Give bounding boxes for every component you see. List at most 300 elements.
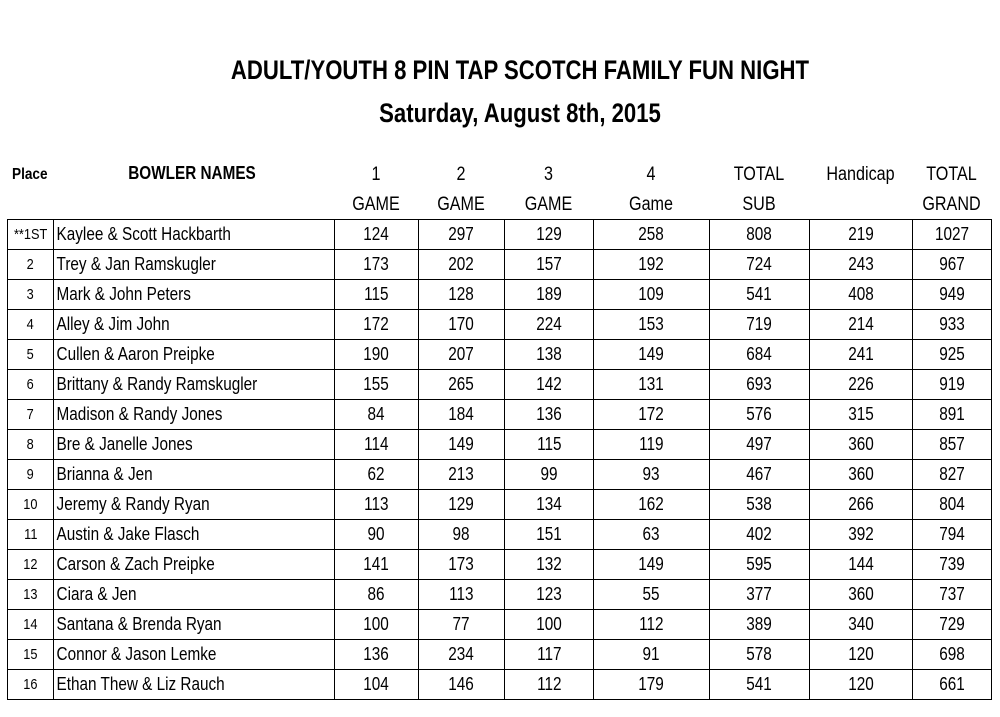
total-grand-cell bbox=[913, 490, 992, 520]
bowler-names-cell bbox=[54, 670, 335, 700]
handicap-cell bbox=[810, 610, 913, 640]
game2-score-cell-text: 146 bbox=[448, 674, 475, 694]
game1-score-cell bbox=[335, 250, 419, 280]
game3-score-cell-text: 123 bbox=[536, 584, 562, 604]
game1-score-cell-text: 100 bbox=[363, 614, 390, 634]
game1-score-cell-text: 113 bbox=[364, 494, 389, 514]
header-game1-label: GAME bbox=[352, 194, 400, 215]
total-grand-cell-text: 804 bbox=[939, 494, 965, 514]
total-grand-cell bbox=[913, 250, 992, 280]
bowler-names-cell-text: Alley & Jim John bbox=[56, 314, 170, 334]
table-row bbox=[8, 490, 992, 520]
game4-score-cell-text: 112 bbox=[639, 614, 664, 634]
total-sub-cell-text: 684 bbox=[746, 344, 773, 364]
bowler-names-cell-text: Mark & John Peters bbox=[56, 284, 191, 304]
bowler-names-cell bbox=[54, 490, 335, 520]
total-grand-cell-text: 933 bbox=[939, 314, 965, 334]
total-sub-cell bbox=[710, 280, 810, 310]
bowler-names-cell-text: Brittany & Randy Ramskugler bbox=[56, 374, 258, 394]
game4-score-cell bbox=[594, 490, 710, 520]
total-grand-cell bbox=[913, 520, 992, 550]
table-row bbox=[8, 640, 992, 670]
place-cell-text: 12 bbox=[23, 556, 38, 573]
results-rows bbox=[8, 220, 992, 700]
total-grand-cell bbox=[913, 430, 992, 460]
bowler-names-cell bbox=[54, 580, 335, 610]
handicap-cell bbox=[810, 550, 913, 580]
header-game3-label: GAME bbox=[524, 194, 573, 215]
place-cell bbox=[8, 580, 54, 610]
place-cell-text: 11 bbox=[23, 526, 38, 543]
place-cell-text: 8 bbox=[26, 436, 35, 453]
place-cell bbox=[8, 400, 54, 430]
total-sub-cell-text: 389 bbox=[746, 614, 773, 634]
header-total-grand-bottom: GRAND bbox=[922, 194, 981, 215]
total-grand-cell bbox=[913, 640, 992, 670]
game3-score-cell bbox=[505, 430, 594, 460]
game4-score-cell-text: 55 bbox=[642, 584, 661, 604]
total-grand-cell-text: 967 bbox=[939, 254, 965, 274]
game2-score-cell-text: 297 bbox=[448, 224, 475, 244]
game4-score-cell-text: 149 bbox=[638, 344, 665, 364]
handicap-cell bbox=[810, 490, 913, 520]
game1-score-cell-text: 172 bbox=[363, 314, 390, 334]
header-total-sub-bottom: SUB bbox=[742, 194, 776, 215]
game2-score-cell bbox=[419, 520, 505, 550]
header-game4-label: Game bbox=[629, 194, 673, 215]
game2-score-cell bbox=[419, 250, 505, 280]
total-grand-cell-text: 827 bbox=[939, 464, 965, 484]
total-grand-cell bbox=[913, 310, 992, 340]
game3-score-cell-text: 132 bbox=[536, 554, 562, 574]
game1-score-cell-text: 173 bbox=[363, 254, 390, 274]
handicap-cell-text: 243 bbox=[848, 254, 874, 274]
bowler-names-cell-text: Ethan Thew & Liz Rauch bbox=[56, 674, 225, 694]
game3-score-cell bbox=[505, 520, 594, 550]
game1-score-cell bbox=[335, 310, 419, 340]
game3-score-cell-text: 112 bbox=[536, 674, 562, 694]
game1-score-cell-text: 136 bbox=[363, 644, 390, 664]
handicap-cell bbox=[810, 370, 913, 400]
game2-score-cell-text: 98 bbox=[452, 524, 471, 544]
game3-score-cell bbox=[505, 220, 594, 250]
game1-score-cell-text: 141 bbox=[363, 554, 390, 574]
game1-score-cell bbox=[335, 670, 419, 700]
game3-score-cell-text: 157 bbox=[536, 254, 562, 274]
game3-score-cell bbox=[505, 670, 594, 700]
handicap-cell-text: 120 bbox=[848, 644, 874, 664]
game3-score-cell-text: 129 bbox=[536, 224, 562, 244]
game3-score-cell-text: 115 bbox=[536, 434, 562, 454]
game4-score-cell bbox=[594, 280, 710, 310]
game1-score-cell-text: 86 bbox=[367, 584, 386, 604]
table-row bbox=[8, 520, 992, 550]
header-game3-number: 3 bbox=[543, 164, 553, 185]
total-grand-cell bbox=[913, 580, 992, 610]
total-sub-cell bbox=[710, 520, 810, 550]
game3-score-cell-text: 151 bbox=[536, 524, 562, 544]
total-sub-cell bbox=[710, 580, 810, 610]
bowler-names-cell-text: Madison & Randy Jones bbox=[56, 404, 223, 424]
game3-score-cell bbox=[505, 580, 594, 610]
game2-score-cell bbox=[419, 580, 505, 610]
place-cell bbox=[8, 490, 54, 520]
total-grand-cell bbox=[913, 340, 992, 370]
game2-score-cell-text: 149 bbox=[448, 434, 475, 454]
game1-score-cell bbox=[335, 610, 419, 640]
game3-score-cell-text: 189 bbox=[536, 284, 562, 304]
total-sub-cell-text: 693 bbox=[746, 374, 773, 394]
place-cell bbox=[8, 250, 54, 280]
total-sub-cell bbox=[710, 250, 810, 280]
bowler-names-cell bbox=[54, 280, 335, 310]
total-sub-cell-text: 497 bbox=[746, 434, 773, 454]
game3-score-cell-text: 142 bbox=[536, 374, 562, 394]
game4-score-cell bbox=[594, 430, 710, 460]
total-grand-cell bbox=[913, 400, 992, 430]
place-cell bbox=[8, 460, 54, 490]
game1-score-cell bbox=[335, 490, 419, 520]
game3-score-cell-text: 100 bbox=[536, 614, 562, 634]
game1-score-cell-text: 104 bbox=[363, 674, 390, 694]
total-sub-cell-text: 541 bbox=[746, 674, 773, 694]
place-cell bbox=[8, 640, 54, 670]
total-grand-cell-text: 698 bbox=[939, 644, 965, 664]
game3-score-cell-text: 99 bbox=[540, 464, 558, 484]
game1-score-cell-text: 115 bbox=[364, 284, 389, 304]
bowler-names-cell bbox=[54, 250, 335, 280]
bowler-names-cell bbox=[54, 370, 335, 400]
game4-score-cell-text: 131 bbox=[638, 374, 665, 394]
game2-score-cell-text: 207 bbox=[448, 344, 475, 364]
bowler-names-cell bbox=[54, 520, 335, 550]
bowler-names-cell bbox=[54, 550, 335, 580]
game1-score-cell bbox=[335, 280, 419, 310]
game2-score-cell bbox=[419, 370, 505, 400]
game4-score-cell-text: 192 bbox=[638, 254, 665, 274]
game1-score-cell bbox=[335, 460, 419, 490]
place-cell bbox=[8, 310, 54, 340]
handicap-cell-text: 219 bbox=[848, 224, 874, 244]
place-cell bbox=[8, 670, 54, 700]
place-cell bbox=[8, 280, 54, 310]
total-grand-cell bbox=[913, 280, 992, 310]
bowler-names-cell bbox=[54, 400, 335, 430]
bowler-names-cell-text: Carson & Zach Preipke bbox=[56, 554, 215, 574]
handicap-cell-text: 266 bbox=[848, 494, 874, 514]
total-sub-cell-text: 541 bbox=[746, 284, 773, 304]
game4-score-cell-text: 162 bbox=[638, 494, 665, 514]
table-row bbox=[8, 670, 992, 700]
total-sub-cell bbox=[710, 400, 810, 430]
total-sub-cell bbox=[710, 640, 810, 670]
game3-score-cell bbox=[505, 490, 594, 520]
game1-score-cell bbox=[335, 550, 419, 580]
handicap-cell-text: 360 bbox=[848, 464, 874, 484]
total-sub-cell-text: 724 bbox=[746, 254, 773, 274]
game3-score-cell bbox=[505, 460, 594, 490]
game3-score-cell-text: 138 bbox=[536, 344, 562, 364]
bowler-names-cell bbox=[54, 610, 335, 640]
game4-score-cell-text: 119 bbox=[639, 434, 664, 454]
total-grand-cell bbox=[913, 670, 992, 700]
total-sub-cell bbox=[710, 310, 810, 340]
place-cell bbox=[8, 370, 54, 400]
handicap-cell bbox=[810, 640, 913, 670]
bowler-names-cell-text: Trey & Jan Ramskugler bbox=[56, 254, 216, 274]
total-grand-cell-text: 949 bbox=[939, 284, 965, 304]
game2-score-cell-text: 265 bbox=[448, 374, 475, 394]
game2-score-cell bbox=[419, 430, 505, 460]
game2-score-cell-text: 170 bbox=[448, 314, 475, 334]
place-cell-text: 5 bbox=[26, 346, 35, 363]
table-row bbox=[8, 220, 992, 250]
game2-score-cell bbox=[419, 460, 505, 490]
game4-score-cell-text: 91 bbox=[642, 644, 661, 664]
game3-score-cell-text: 134 bbox=[536, 494, 562, 514]
game1-score-cell-text: 90 bbox=[367, 524, 386, 544]
game2-score-cell-text: 173 bbox=[448, 554, 475, 574]
game2-score-cell-text: 129 bbox=[448, 494, 475, 514]
results-table bbox=[7, 219, 992, 700]
place-cell-text: 13 bbox=[23, 586, 38, 603]
game4-score-cell bbox=[594, 610, 710, 640]
handicap-cell bbox=[810, 220, 913, 250]
table-row bbox=[8, 550, 992, 580]
game3-score-cell bbox=[505, 610, 594, 640]
handicap-cell-text: 360 bbox=[848, 434, 874, 454]
bowler-names-cell-text: Jeremy & Randy Ryan bbox=[56, 494, 210, 514]
total-grand-cell bbox=[913, 610, 992, 640]
game1-score-cell-text: 190 bbox=[363, 344, 390, 364]
header-total-sub-top: TOTAL bbox=[733, 164, 785, 185]
game2-score-cell bbox=[419, 670, 505, 700]
handicap-cell-text: 340 bbox=[848, 614, 874, 634]
place-cell-text: 14 bbox=[23, 616, 38, 633]
place-cell-text: 4 bbox=[26, 316, 35, 333]
table-row bbox=[8, 310, 992, 340]
handicap-cell-text: 226 bbox=[848, 374, 874, 394]
game2-score-cell bbox=[419, 400, 505, 430]
table-row bbox=[8, 370, 992, 400]
total-sub-cell bbox=[710, 220, 810, 250]
header-game2-label: GAME bbox=[437, 194, 485, 215]
total-grand-cell bbox=[913, 220, 992, 250]
table-row bbox=[8, 580, 992, 610]
game2-score-cell-text: 213 bbox=[448, 464, 475, 484]
place-cell bbox=[8, 550, 54, 580]
place-cell-text: 3 bbox=[26, 286, 35, 303]
game3-score-cell bbox=[505, 550, 594, 580]
game4-score-cell-text: 149 bbox=[638, 554, 665, 574]
handicap-cell bbox=[810, 310, 913, 340]
bowler-names-cell-text: Santana & Brenda Ryan bbox=[56, 614, 222, 634]
handicap-cell-text: 214 bbox=[848, 314, 874, 334]
header-place: Place bbox=[12, 166, 48, 183]
handicap-cell-text: 315 bbox=[848, 404, 874, 424]
game3-score-cell-text: 224 bbox=[536, 314, 562, 334]
bowler-names-cell bbox=[54, 310, 335, 340]
game2-score-cell-text: 128 bbox=[448, 284, 475, 304]
game3-score-cell-text: 136 bbox=[536, 404, 562, 424]
handicap-cell bbox=[810, 430, 913, 460]
total-sub-cell-text: 808 bbox=[746, 224, 773, 244]
game1-score-cell bbox=[335, 430, 419, 460]
table-row bbox=[8, 460, 992, 490]
total-sub-cell-text: 576 bbox=[746, 404, 773, 424]
total-sub-cell-text: 377 bbox=[746, 584, 773, 604]
bowler-names-cell-text: Connor & Jason Lemke bbox=[56, 644, 217, 664]
game2-score-cell bbox=[419, 310, 505, 340]
game1-score-cell-text: 124 bbox=[363, 224, 390, 244]
game1-score-cell-text: 114 bbox=[364, 434, 389, 454]
bowler-names-cell bbox=[54, 460, 335, 490]
place-cell bbox=[8, 610, 54, 640]
bowler-names-cell bbox=[54, 430, 335, 460]
total-grand-cell-text: 729 bbox=[939, 614, 965, 634]
game3-score-cell bbox=[505, 280, 594, 310]
place-cell bbox=[8, 520, 54, 550]
game4-score-cell-text: 179 bbox=[638, 674, 665, 694]
total-grand-cell-text: 857 bbox=[939, 434, 965, 454]
game2-score-cell bbox=[419, 640, 505, 670]
total-grand-cell-text: 737 bbox=[939, 584, 965, 604]
handicap-cell bbox=[810, 400, 913, 430]
total-grand-cell bbox=[913, 370, 992, 400]
game1-score-cell bbox=[335, 640, 419, 670]
game4-score-cell-text: 172 bbox=[638, 404, 665, 424]
bowler-names-cell-text: Brianna & Jen bbox=[56, 464, 153, 484]
total-sub-cell bbox=[710, 490, 810, 520]
game1-score-cell bbox=[335, 220, 419, 250]
header-game2-number: 2 bbox=[456, 164, 466, 185]
place-cell-text: 2 bbox=[26, 256, 35, 273]
header-bowler-names: BOWLER NAMES bbox=[128, 163, 256, 183]
game4-score-cell bbox=[594, 220, 710, 250]
total-grand-cell-text: 1027 bbox=[934, 224, 970, 244]
header-total-grand-top: TOTAL bbox=[926, 164, 977, 185]
total-sub-cell bbox=[710, 340, 810, 370]
handicap-cell bbox=[810, 250, 913, 280]
game2-score-cell bbox=[419, 550, 505, 580]
handicap-cell-text: 144 bbox=[848, 554, 874, 574]
table-row bbox=[8, 430, 992, 460]
game2-score-cell-text: 202 bbox=[448, 254, 475, 274]
total-grand-cell-text: 891 bbox=[939, 404, 965, 424]
game1-score-cell bbox=[335, 340, 419, 370]
game1-score-cell-text: 155 bbox=[363, 374, 390, 394]
table-row bbox=[8, 340, 992, 370]
total-sub-cell bbox=[710, 460, 810, 490]
game4-score-cell-text: 63 bbox=[642, 524, 661, 544]
total-grand-cell bbox=[913, 460, 992, 490]
game2-score-cell-text: 113 bbox=[449, 584, 474, 604]
total-sub-cell bbox=[710, 610, 810, 640]
game4-score-cell-text: 93 bbox=[642, 464, 661, 484]
total-sub-cell bbox=[710, 550, 810, 580]
game4-score-cell bbox=[594, 640, 710, 670]
total-sub-cell-text: 467 bbox=[746, 464, 773, 484]
handicap-cell bbox=[810, 280, 913, 310]
bowler-names-cell-text: Kaylee & Scott Hackbarth bbox=[56, 224, 231, 244]
game4-score-cell bbox=[594, 310, 710, 340]
game2-score-cell-text: 77 bbox=[452, 614, 471, 634]
total-sub-cell-text: 719 bbox=[746, 314, 773, 334]
total-grand-cell bbox=[913, 550, 992, 580]
game4-score-cell bbox=[594, 550, 710, 580]
bowler-names-cell bbox=[54, 640, 335, 670]
game3-score-cell bbox=[505, 640, 594, 670]
place-cell bbox=[8, 430, 54, 460]
place-cell bbox=[8, 340, 54, 370]
bowler-names-cell-text: Bre & Janelle Jones bbox=[56, 434, 193, 454]
game3-score-cell bbox=[505, 310, 594, 340]
place-cell bbox=[8, 220, 54, 250]
game3-score-cell bbox=[505, 250, 594, 280]
game1-score-cell-text: 62 bbox=[367, 464, 386, 484]
game1-score-cell bbox=[335, 370, 419, 400]
bowler-names-cell-text: Austin & Jake Flasch bbox=[56, 524, 200, 544]
place-cell-text: **1ST bbox=[13, 226, 48, 243]
handicap-cell bbox=[810, 460, 913, 490]
game1-score-cell bbox=[335, 520, 419, 550]
game2-score-cell bbox=[419, 220, 505, 250]
game4-score-cell bbox=[594, 400, 710, 430]
game2-score-cell bbox=[419, 490, 505, 520]
total-sub-cell-text: 402 bbox=[746, 524, 773, 544]
bowler-names-cell bbox=[54, 220, 335, 250]
handicap-cell bbox=[810, 670, 913, 700]
game3-score-cell-text: 117 bbox=[536, 644, 562, 664]
total-sub-cell bbox=[710, 670, 810, 700]
place-cell-text: 16 bbox=[23, 676, 38, 693]
table-row bbox=[8, 250, 992, 280]
game2-score-cell bbox=[419, 610, 505, 640]
handicap-cell-text: 241 bbox=[848, 344, 874, 364]
total-grand-cell-text: 794 bbox=[939, 524, 965, 544]
handicap-cell bbox=[810, 340, 913, 370]
game3-score-cell bbox=[505, 400, 594, 430]
handicap-cell bbox=[810, 580, 913, 610]
place-cell-text: 6 bbox=[26, 376, 35, 393]
game4-score-cell bbox=[594, 250, 710, 280]
game2-score-cell-text: 184 bbox=[448, 404, 475, 424]
game2-score-cell bbox=[419, 340, 505, 370]
table-row bbox=[8, 400, 992, 430]
game3-score-cell bbox=[505, 340, 594, 370]
game4-score-cell bbox=[594, 370, 710, 400]
bowler-names-cell-text: Cullen & Aaron Preipke bbox=[56, 344, 215, 364]
game1-score-cell-text: 84 bbox=[367, 404, 386, 424]
game4-score-cell bbox=[594, 520, 710, 550]
total-grand-cell-text: 925 bbox=[939, 344, 965, 364]
handicap-cell bbox=[810, 520, 913, 550]
header-game1-number: 1 bbox=[371, 164, 381, 185]
total-sub-cell bbox=[710, 370, 810, 400]
total-sub-cell-text: 595 bbox=[746, 554, 773, 574]
game4-score-cell bbox=[594, 460, 710, 490]
place-cell-text: 7 bbox=[26, 406, 35, 423]
page-subtitle: Saturday, August 8th, 2015 bbox=[379, 98, 661, 128]
table-row bbox=[8, 610, 992, 640]
game4-score-cell bbox=[594, 670, 710, 700]
handicap-cell-text: 120 bbox=[848, 674, 874, 694]
total-sub-cell bbox=[710, 430, 810, 460]
table-row bbox=[8, 280, 992, 310]
page-title: ADULT/YOUTH 8 PIN TAP SCOTCH FAMILY FUN NIGHT bbox=[230, 55, 810, 85]
game2-score-cell-text: 234 bbox=[448, 644, 475, 664]
game4-score-cell-text: 153 bbox=[638, 314, 665, 334]
